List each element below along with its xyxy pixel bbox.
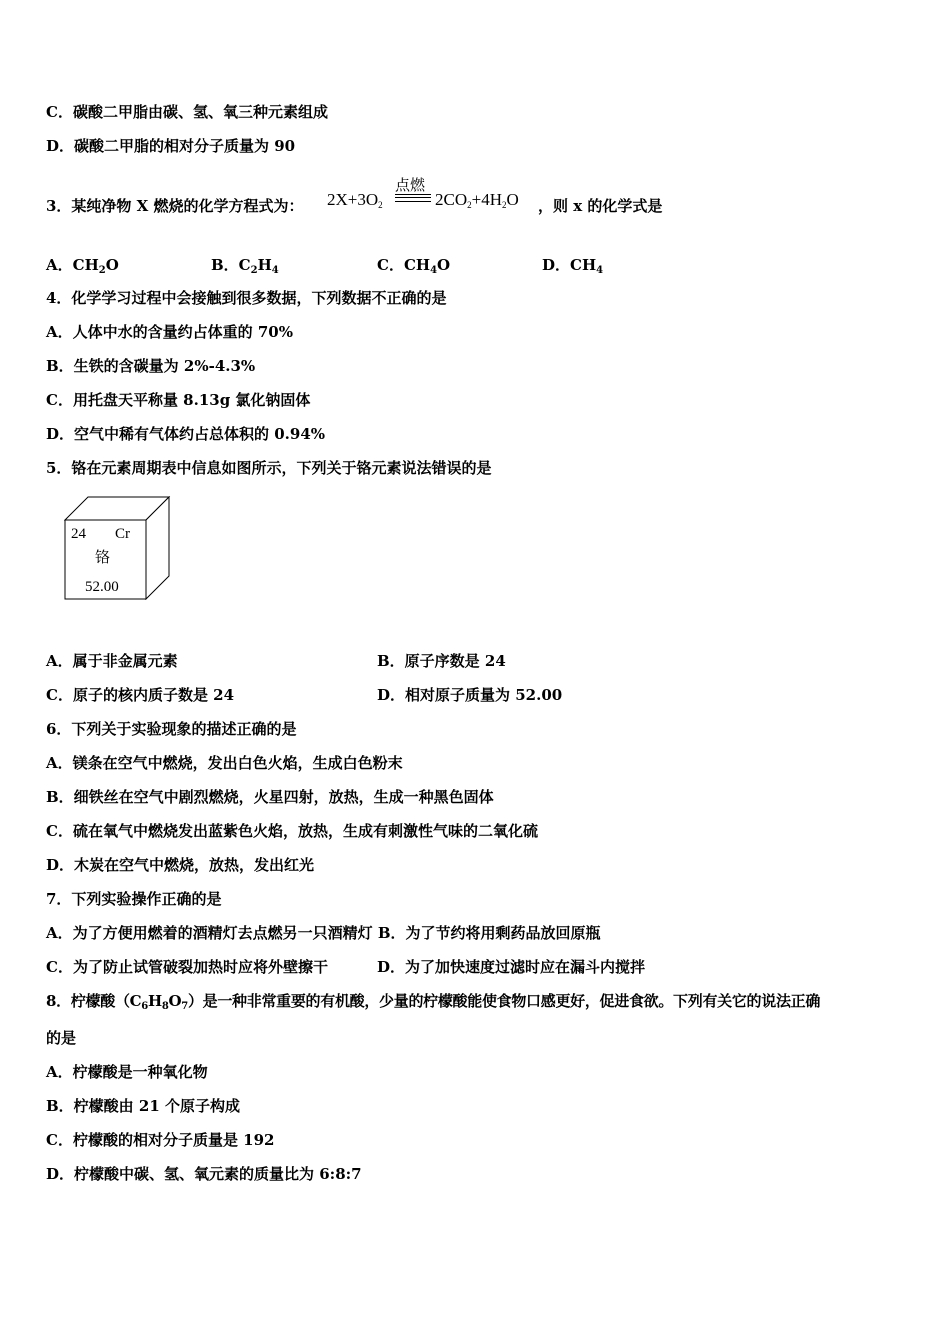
q8-stem-continued: 的是 [46, 1029, 77, 1047]
q6-option-a: A．镁条在空气中燃烧，发出白色火焰，生成白色粉末 [46, 754, 403, 772]
q6-option-b: B．细铁丝在空气中剧烈燃烧，火星四射，放热，生成一种黑色固体 [46, 788, 494, 806]
element-symbol: Cr [115, 526, 130, 542]
q6-stem: 6．下列关于实验现象的描述正确的是 [46, 720, 297, 738]
q8-option-c: C．柠檬酸的相对分子质量是 192 [46, 1131, 275, 1149]
q3-option-b: B．$C_2H_4$ [211, 256, 279, 276]
q6-option-d: D．木炭在空气中燃烧，放热，发出红光 [46, 856, 315, 874]
q3-stem-tail: ，则 x 的化学式是 [538, 197, 663, 215]
q8-option-d: D．柠檬酸中碳、氢、氧元素的质量比为 6:8:7 [46, 1165, 362, 1183]
element-card-chromium [64, 496, 172, 600]
q3-stem: 3．某纯净物 X 燃烧的化学方程式为： [46, 197, 304, 215]
q4-option-b: B．生铁的含碳量为 2%-4.3% [46, 357, 256, 375]
q8-option-b: B．柠檬酸由 21 个原子构成 [46, 1097, 240, 1115]
q8-option-a: A．柠檬酸是一种氧化物 [46, 1063, 208, 1081]
q7-option-d: D．为了加快速度过滤时应在漏斗内搅拌 [377, 958, 646, 976]
element-mass: 52.00 [85, 579, 119, 595]
q4-option-c: C．用托盘天平称量 8.13g 氯化钠固体 [46, 391, 311, 409]
q2-option-c: C．碳酸二甲脂由碳、氢、氧三种元素组成 [46, 103, 328, 121]
equals-bars [395, 194, 431, 202]
q5-option-b: B．原子序数是 24 [377, 652, 506, 670]
reaction-condition: 点燃 [395, 178, 426, 194]
q7-stem: 7．下列实验操作正确的是 [46, 890, 222, 908]
chemical-equation [327, 174, 542, 214]
q5-option-d: D．相对原子质量为 52.00 [377, 686, 563, 704]
element-name: 铬 [95, 548, 111, 566]
equation-rhs: $2CO_2+4H_2O$ [435, 190, 519, 210]
q6-option-c: C．硫在氧气中燃烧发出蓝紫色火焰，放热，生成有刺激性气味的二氧化硫 [46, 822, 538, 840]
equation-lhs: $2X+3O_2$ [327, 190, 383, 210]
q2-option-d: D．碳酸二甲脂的相对分子质量为 90 [46, 137, 296, 155]
q3-option-c: C．$CH_4O$ [377, 256, 451, 276]
q4-stem: 4．化学学习过程中会接触到很多数据，下列数据不正确的是 [46, 289, 447, 307]
q8-stem: 8．柠檬酸$(C_6H_8O_7)$是一种非常重要的有机酸，少量的柠檬酸能使食物口感更好，促进食欲。下列有关它的说法正确 [46, 992, 821, 1012]
q4-option-d: D．空气中稀有气体约占总体积的 0.94% [46, 425, 326, 443]
q5-option-c: C．原子的核内质子数是 24 [46, 686, 235, 704]
q5-stem: 5．铬在元素周期表中信息如图所示，下列关于铬元素说法错误的是 [46, 459, 492, 477]
element-atomic-number: 24 [71, 526, 86, 542]
q7-option-c: C．为了防止试管破裂加热时应将外壁擦干 [46, 958, 328, 976]
q3-option-a: A．$CH_2O$ [46, 256, 119, 276]
q7-option-ab: A．为了方便用燃着的酒精灯去点燃另一只酒精灯 B．为了节约将用剩药品放回原瓶 [46, 924, 601, 942]
q3-option-d: D．$CH_4$ [542, 256, 604, 276]
q4-option-a: A．人体中水的含量约占体重的 70% [46, 323, 293, 341]
q5-option-a: A．属于非金属元素 [46, 652, 178, 670]
